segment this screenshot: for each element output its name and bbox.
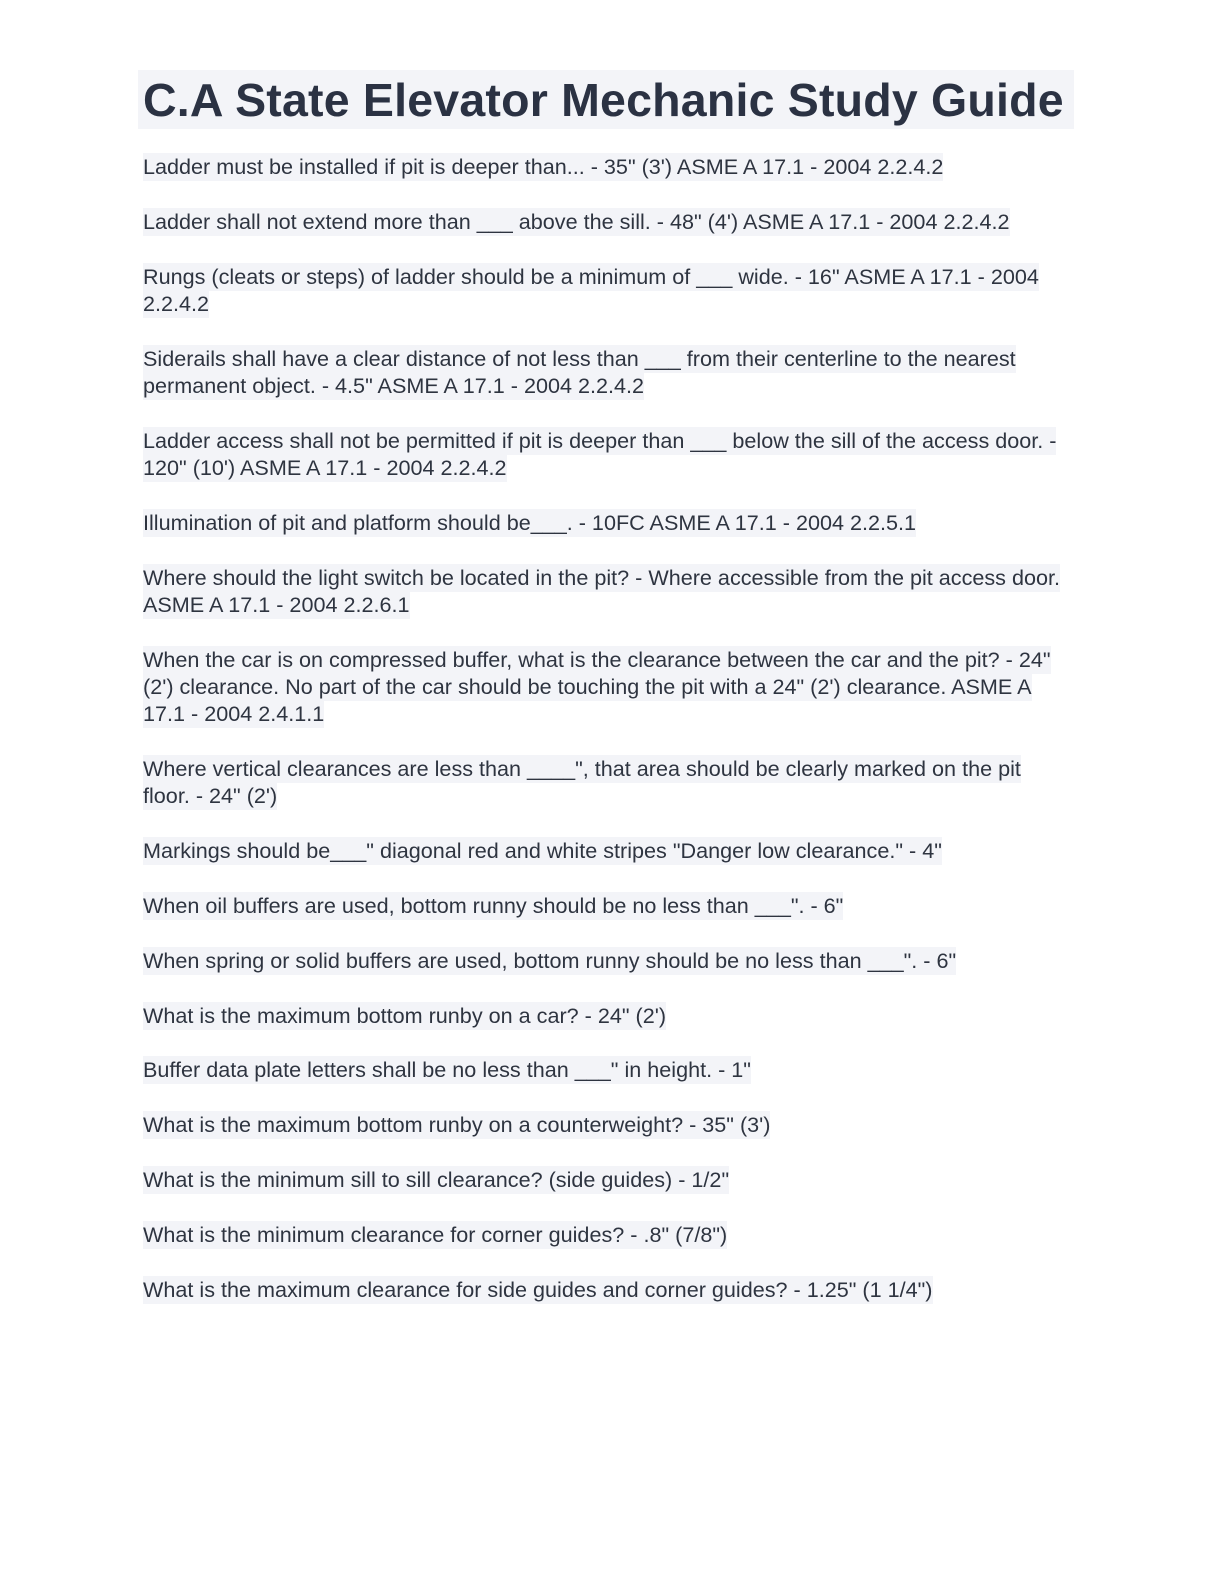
- list-item: [143, 263, 1063, 318]
- list-item: [143, 1056, 1063, 1083]
- list-item: [143, 646, 1063, 728]
- qa-text: What is the maximum clearance for side guides and corner guides? - 1.25" (1 1/4"): [143, 1276, 933, 1302]
- qa-text: Ladder must be installed if pit is deeper than... - 35" (3') ASME A 17.1 - 2004 2.2.4.2: [143, 154, 944, 179]
- qa-text: When spring or solid buffers are used, bottom runny should be no less than ___". - 6": [143, 947, 957, 973]
- list-item: [143, 755, 1063, 810]
- qa-text: Markings should be___" diagonal red and white stripes "Danger low clearance." - 4": [143, 838, 942, 864]
- list-item: [143, 509, 1063, 536]
- document-page: [138, 70, 1074, 1330]
- qa-text: What is the minimum sill to sill clearance? (side guides) - 1/2": [143, 1167, 730, 1193]
- qa-text: What is the maximum bottom runby on a counterweight? - 35" (3'): [143, 1112, 771, 1138]
- qa-text: Rungs (cleats or steps) of ladder should be a minimum of ___ wide. - 16" ASME A 17.1 - 2004 2.2.4.2: [143, 263, 1039, 316]
- list-item: [143, 947, 1063, 974]
- qa-text: Buffer data plate letters shall be no less than ___" in height. - 1": [143, 1057, 751, 1083]
- qa-text: Ladder access shall not be permitted if pit is deeper than ___ below the sill of the access door. - 120" (10') ASME A 17.1 - 2004 2.2.4.2: [143, 427, 1057, 481]
- list-item: [143, 1002, 1063, 1029]
- list-item: [143, 153, 1063, 180]
- list-item: [143, 564, 1063, 619]
- qa-text: What is the minimum clearance for corner guides? - .8" (7/8"): [143, 1221, 728, 1247]
- page-title: C.A State Elevator Mechanic Study Guide: [143, 74, 1064, 126]
- qa-text: When oil buffers are used, bottom runny should be no less than ___". - 6": [143, 893, 844, 919]
- title-block: [138, 70, 1074, 129]
- qa-text: Siderails shall have a clear distance of not less than ___ from their centerline to the nearest permanent object. - 4.5" ASME A 17.1 - 2004 2.2.4.2: [143, 345, 1016, 398]
- qa-list: [138, 153, 1074, 1303]
- list-item: [143, 892, 1063, 919]
- qa-text: Where vertical clearances are less than ____", that area should be clearly marked on the pit floor. - 24" (2'): [143, 756, 1021, 809]
- list-item: [143, 1276, 1063, 1303]
- qa-text: Illumination of pit and platform should be___. - 10FC ASME A 17.1 - 2004 2.2.5.1: [143, 509, 917, 535]
- list-item: [143, 345, 1063, 400]
- qa-text: What is the maximum bottom runby on a car? - 24" (2'): [143, 1002, 667, 1028]
- list-item: [143, 427, 1063, 482]
- qa-text: Where should the light switch be located in the pit? - Where accessible from the pit access door. ASME A 17.1 - 2004 2.2.6.1: [143, 564, 1060, 617]
- list-item: [143, 837, 1063, 864]
- list-item: [143, 1166, 1063, 1193]
- list-item: [143, 208, 1063, 235]
- qa-text: When the car is on compressed buffer, what is the clearance between the car and the pit? - 24" (2') clearance. No part of the car should be touching the pit with a 24" (2') clearance. ASME A 17.1 - 2004 2.4.1.1: [143, 646, 1051, 727]
- list-item: [143, 1221, 1063, 1248]
- qa-text: Ladder shall not extend more than ___ above the sill. - 48" (4') ASME A 17.1 - 2004 2.2.4.2: [143, 208, 1010, 234]
- list-item: [143, 1111, 1063, 1138]
